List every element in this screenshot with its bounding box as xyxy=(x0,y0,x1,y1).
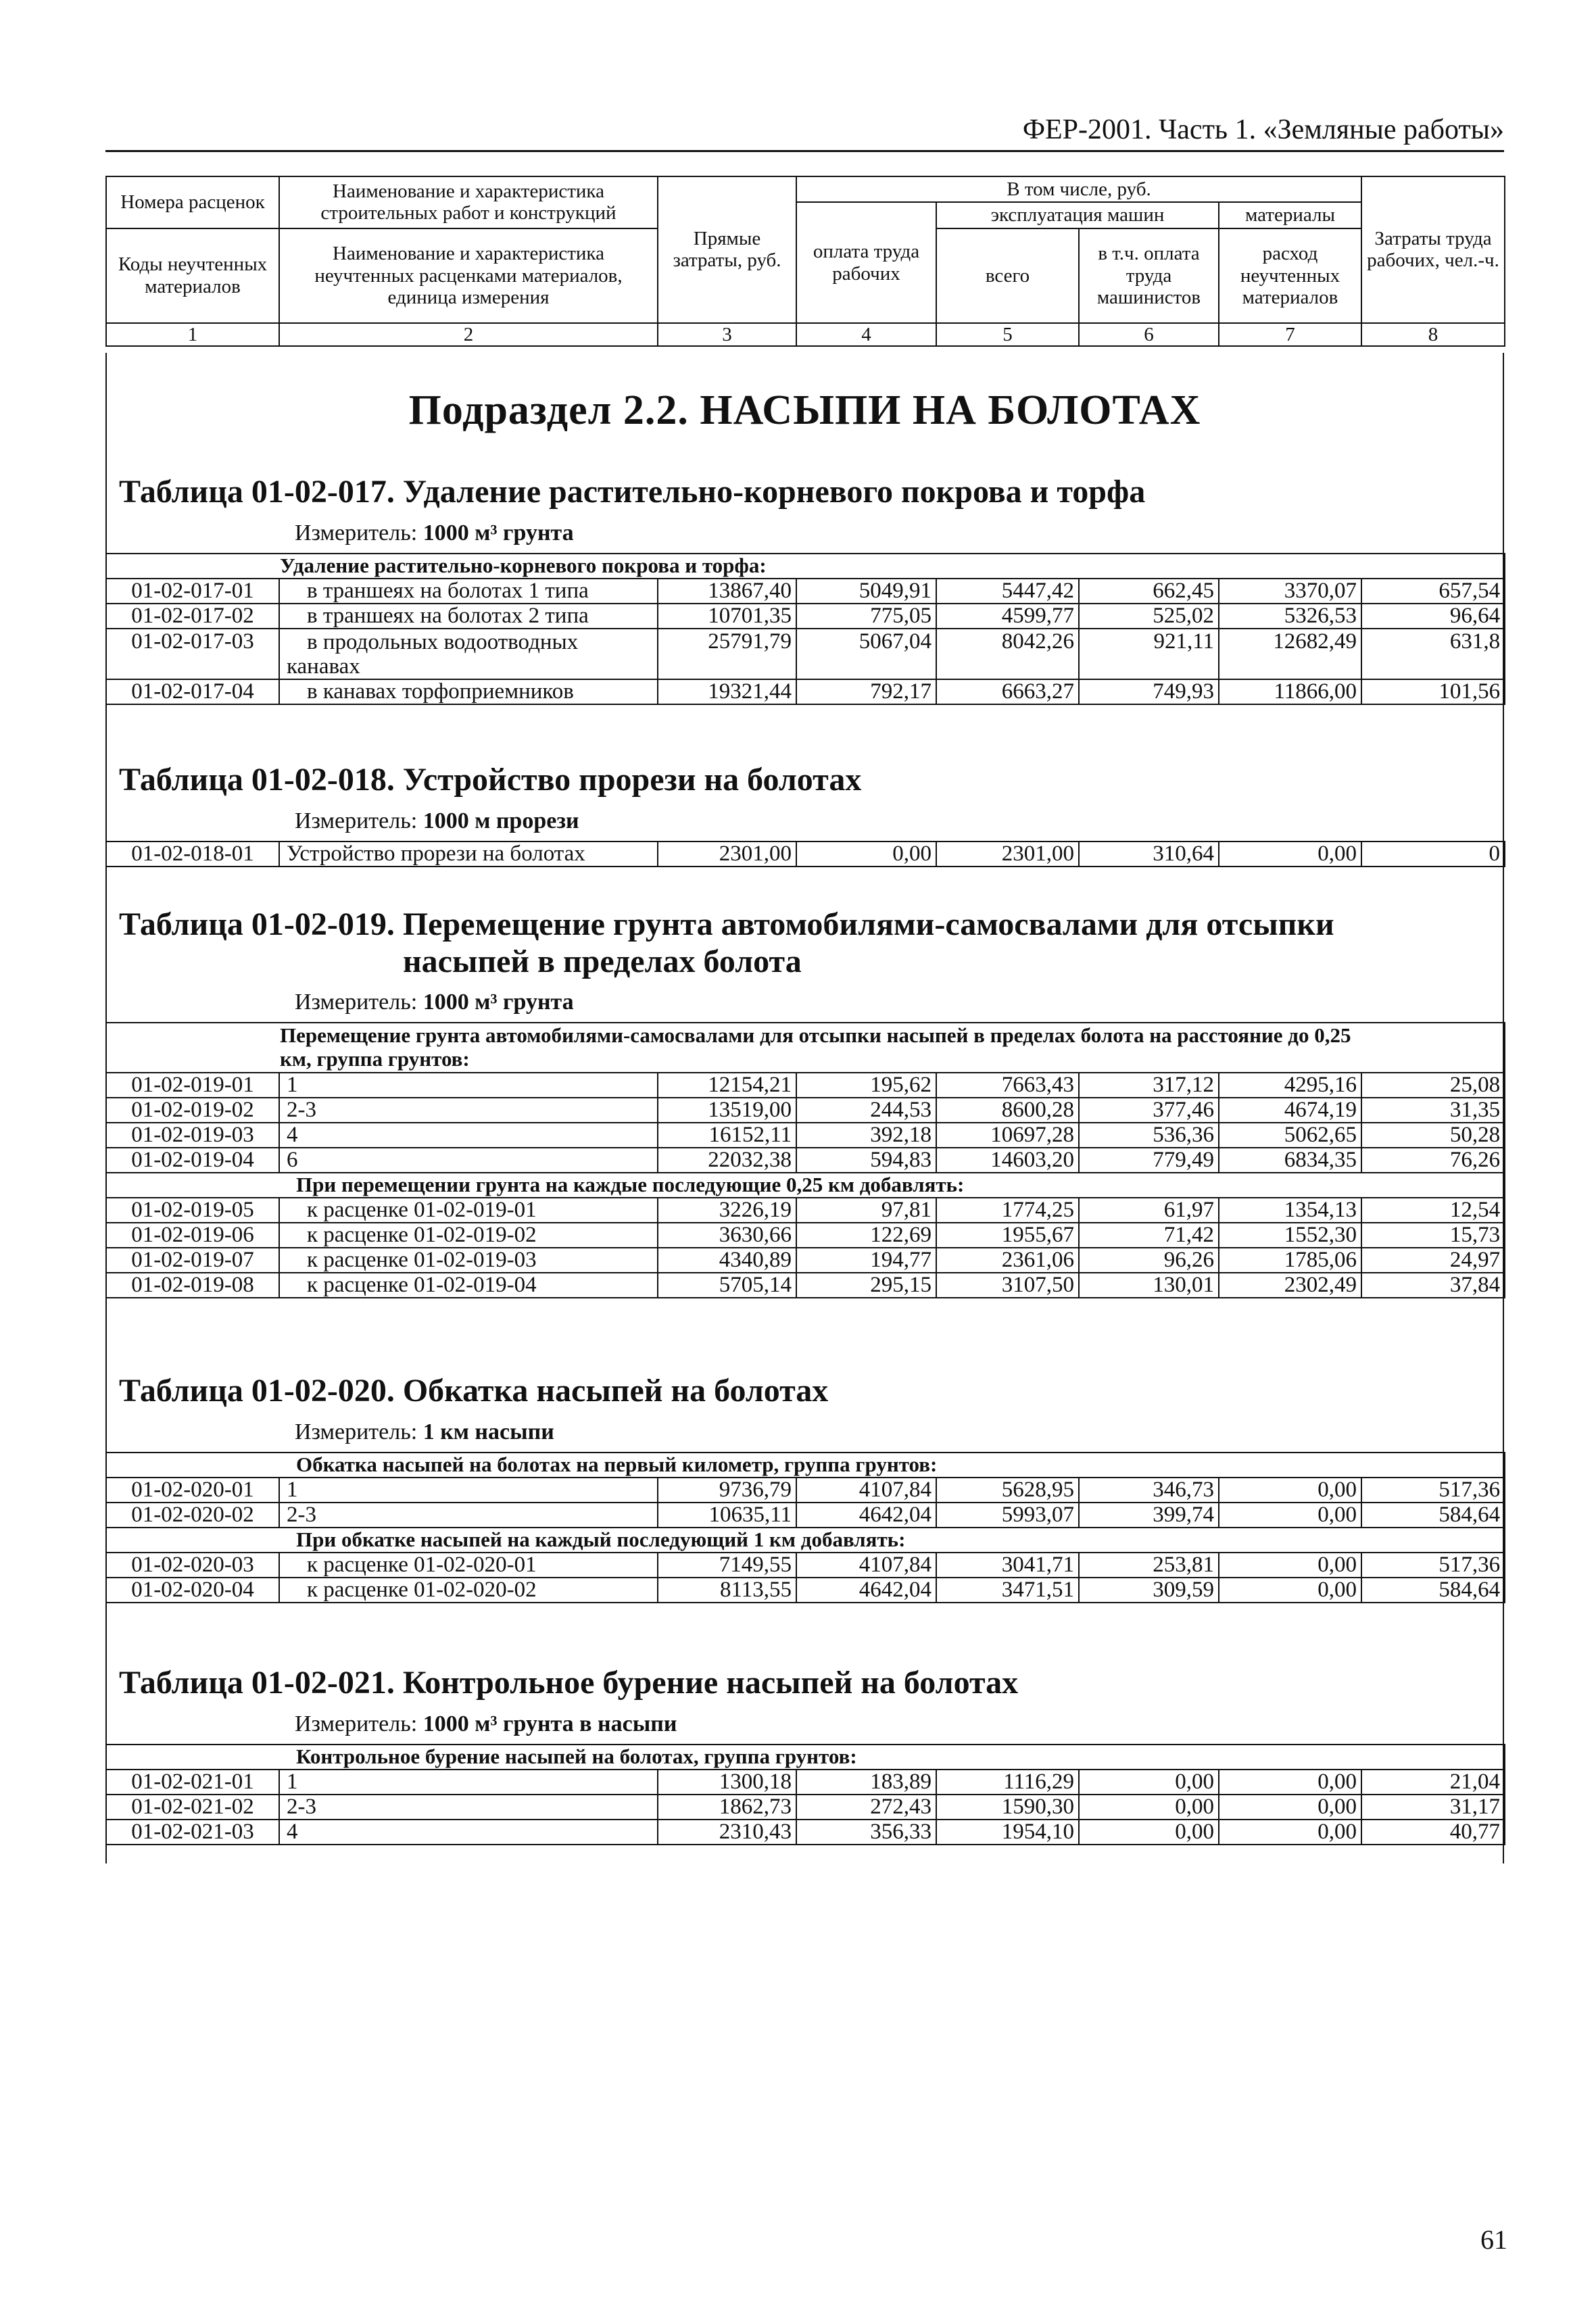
table-row: 01-02-020-03 к расценке 01-02-020-01 7149,55 4107,84 3041,71 253,81 0,00 517,36 xyxy=(106,1553,1505,1578)
measure-unit: Измеритель: 1000 м³ грунта xyxy=(295,990,574,1015)
table-row: 01-02-017-04 в канавах торфоприемников 19321,44 792,17 6663,27 749,93 11866,00 101,56 xyxy=(106,679,1505,704)
header-work-name: Наименование и характеристика строительных работ и конструкций xyxy=(279,176,658,228)
measure-unit: Измеритель: 1000 м прорези xyxy=(295,808,579,833)
header-operator-wages: в т.ч. оплата труда машинистов xyxy=(1079,228,1219,323)
column-header-table xyxy=(105,176,1505,347)
table-row: 01-02-017-02 в траншеях на болотах 2 типа 10701,35 775,05 4599,77 525,02 5326,53 96,64 xyxy=(106,604,1505,629)
table-row: 01-02-019-05 к расценке 01-02-019-01 3226,19 97,81 1774,25 61,97 1354,13 12,54 xyxy=(106,1198,1505,1223)
measure-unit: Измеритель: 1000 м³ грунта xyxy=(295,520,574,545)
table-row: 01-02-020-04 к расценке 01-02-020-02 8113,55 4642,04 3471,51 309,59 0,00 584,64 xyxy=(106,1578,1505,1603)
table-row: 01-02-020-02 2-3 10635,11 4642,04 5993,07 399,74 0,00 584,64 xyxy=(106,1503,1505,1528)
header-materials: материалы xyxy=(1219,202,1361,228)
rates-table-019 xyxy=(105,1022,1505,1298)
table-row: 01-02-017-01 в траншеях на болотах 1 типа 13867,40 5049,91 5447,42 662,45 3370,07 657,54 xyxy=(106,579,1505,604)
header-worker-wages: оплата труда рабочих xyxy=(796,202,936,322)
rates-table-020 xyxy=(105,1452,1505,1603)
rates-table-021 xyxy=(105,1744,1505,1845)
table-title: Таблица 01-02-019. Перемещение грунта автомобилями-самосвалами для отсыпки насыпей в пределах болота xyxy=(119,906,1334,980)
table-row: 01-02-018-01 Устройство прорези на болотах 2301,00 0,00 2301,00 310,64 0,00 0 xyxy=(106,842,1505,867)
header-col-number: 1 xyxy=(106,323,279,346)
running-head: ФЕР-2001. Часть 1. «Земляные работы» xyxy=(1022,114,1504,145)
group-heading: При обкатке насыпей на каждый последующий 1 км добавлять: xyxy=(106,1528,1505,1553)
table-row: 01-02-021-01 1 1300,18 183,89 1116,29 0,00 0,00 21,04 xyxy=(106,1770,1505,1795)
table-row: 01-02-021-02 2-3 1862,73 272,43 1590,30 0,00 0,00 31,17 xyxy=(106,1795,1505,1820)
header-col-number: 2 xyxy=(279,323,658,346)
header-machines-total: всего xyxy=(936,228,1079,323)
table-title: Таблица 01-02-018. Устройство прорези на болотах xyxy=(119,762,862,798)
header-col-number: 4 xyxy=(796,323,936,346)
header-material-codes: Коды неучтенных материалов xyxy=(106,228,279,323)
group-heading: Удаление растительно-корневого покрова и торфа: xyxy=(106,554,1505,579)
table-row: 01-02-019-02 2-3 13519,00 244,53 8600,28 377,46 4674,19 31,35 xyxy=(106,1098,1505,1123)
group-heading: Перемещение грунта автомобилями-самосвалами для отсыпки насыпей в пределах болота на расстояние до 0,25 км, группа грунтов: xyxy=(106,1023,1505,1073)
table-title: Таблица 01-02-021. Контрольное бурение насыпей на болотах xyxy=(119,1665,1019,1701)
header-including: В том числе, руб. xyxy=(796,176,1361,202)
table-title: Таблица 01-02-017. Удаление растительно-корневого покрова и торфа xyxy=(119,474,1146,510)
table-row: 01-02-019-06 к расценке 01-02-019-02 3630,66 122,69 1955,67 71,42 1552,30 15,73 xyxy=(106,1223,1505,1248)
header-rule xyxy=(105,150,1504,152)
rates-table-018 xyxy=(105,841,1505,867)
table-title: Таблица 01-02-020. Обкатка насыпей на болотах xyxy=(119,1373,829,1409)
section-title: Подраздел 2.2. НАСЫПИ НА БОЛОТАХ xyxy=(408,387,1201,433)
header-machine-operation: эксплуатация машин xyxy=(936,202,1219,228)
header-col-number: 5 xyxy=(936,323,1079,346)
header-rate-numbers: Номера расценок xyxy=(106,176,279,228)
group-heading: Обкатка насыпей на болотах на первый километр, группа грунтов: xyxy=(106,1453,1505,1478)
measure-unit: Измеритель: 1 км насыпи xyxy=(295,1419,554,1444)
header-direct-costs: Прямые затраты, руб. xyxy=(658,176,796,323)
rates-table-017 xyxy=(105,553,1505,705)
group-heading: При перемещении грунта на каждые последующие 0,25 км добавлять: xyxy=(106,1173,1505,1198)
table-row: 01-02-019-07 к расценке 01-02-019-03 4340,89 194,77 2361,06 96,26 1785,06 24,97 xyxy=(106,1248,1505,1273)
header-labor-costs: Затраты труда рабочих, чел.-ч. xyxy=(1361,176,1505,323)
table-row: 01-02-019-01 1 12154,21 195,62 7663,43 317,12 4295,16 25,08 xyxy=(106,1073,1505,1098)
header-col-number: 6 xyxy=(1079,323,1219,346)
header-col-number: 3 xyxy=(658,323,796,346)
table-row: 01-02-021-03 4 2310,43 356,33 1954,10 0,00 0,00 40,77 xyxy=(106,1820,1505,1845)
table-row: 01-02-019-03 4 16152,11 392,18 10697,28 536,36 5062,65 50,28 xyxy=(106,1123,1505,1148)
header-material-consumption: расход неучтенных материалов xyxy=(1219,228,1361,323)
table-row: 01-02-019-08 к расценке 01-02-019-04 5705,14 295,15 3107,50 130,01 2302,49 37,84 xyxy=(106,1273,1505,1298)
page-number: 61 xyxy=(1480,2224,1507,2255)
measure-unit: Измеритель: 1000 м³ грунта в насыпи xyxy=(295,1711,677,1736)
header-col-number: 7 xyxy=(1219,323,1361,346)
table-row: 01-02-020-01 1 9736,79 4107,84 5628,95 346,73 0,00 517,36 xyxy=(106,1478,1505,1503)
table-row: 01-02-019-04 6 22032,38 594,83 14603,20 779,49 6834,35 76,26 xyxy=(106,1148,1505,1173)
table-row: 01-02-017-03 в продольных водоотводных канавах 25791,79 5067,04 8042,26 921,11 12682,49 631,8 xyxy=(106,629,1505,679)
header-material-name: Наименование и характеристика неучтенных расценками материалов, единица измерения xyxy=(279,228,658,323)
group-heading: Контрольное бурение насыпей на болотах, группа грунтов: xyxy=(106,1745,1505,1770)
header-col-number: 8 xyxy=(1361,323,1505,346)
